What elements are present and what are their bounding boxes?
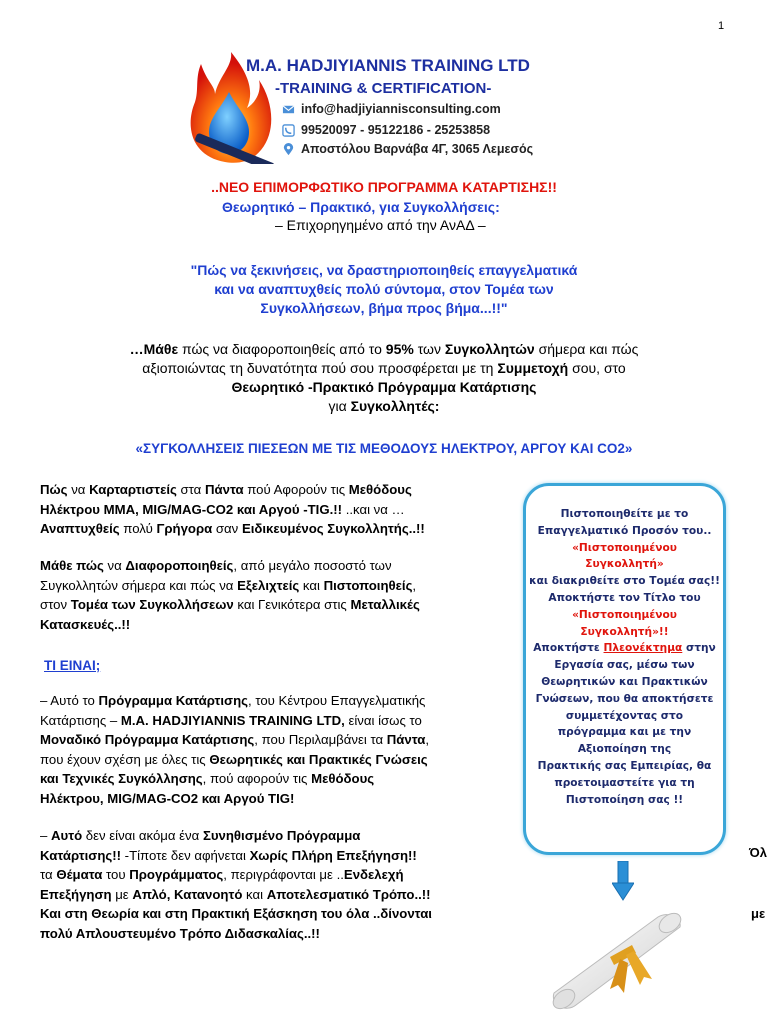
- intro-line-1: …Μάθε πώς να διαφοροποιηθείς από το 95% των Συγκολλητών σήμερα και πώς: [129, 341, 639, 357]
- location-pin-icon: [282, 143, 295, 156]
- quote-line-3: Συγκολλήσεων, βήμα προς βήμα...!!": [260, 300, 508, 316]
- down-arrow-icon: [612, 861, 634, 901]
- address-row: [282, 142, 533, 156]
- email-text: info@hadjiyiannisconsulting.com: [301, 102, 501, 116]
- company-tagline: -TRAINING & CERTIFICATION-: [275, 80, 492, 97]
- paragraph-what-is: – Αυτό το Πρόγραμμα Κατάρτισης, του Κέντρου Επαγγελματικής Κατάρτισης – M.A. HADJIYIANNIS TRAINING LTD, είναι ίσως το Μοναδικό Πρόγραμμα Κατάρτισης, που Περιλαμβάνει τα Πάντα, που έχουν σχέση με όλες τις Θεωρητικές και Πρακτικές Γνώσεις και Τεχνικές Συγκόλλησης, πού αφορούν τις Μεθόδους Ηλέκτρου, MIG/MAG-CO2 και Αργού TIG!: [40, 693, 430, 806]
- intro-line-2: αξιοποιώντας τη δυνατότητα πού σου προσφέρεται με τη Συμμετοχή σου, στο: [142, 360, 626, 376]
- course-title: «ΣΥΓΚΟΛΛΗΣΕΙΣ ΠΙΕΣΕΩΝ ΜΕ ΤΙΣ ΜΕΘΟΔΟΥΣ ΗΛΕΚΤΡΟΥ, ΑΡΓΟΥ ΚΑΙ CO2»: [135, 441, 633, 456]
- callout-text: Πιστοποιηθείτε με το Επαγγελματικό Προσόν του.. «Πιστοποιημένου Συγκολλητή» και διακριθείτε στο Τομέα σας!! Αποκτήστε τον Τίτλο του «Πιστοποιημένου Συγκολλητή»!! Αποκτήστε Πλεονέκτημα στην Εργασία σας, μέσω των Θεωρητικών και Πρακτικών Γνώσεων, που θα αποκτήσετε συμμετέχοντας στο πρόγραμμα και με την Αξιοποίηση της Πρακτικής σας Εμπειρίας, θα προετοιμαστείτε για τη Πιστοποίηση σας !!: [529, 508, 720, 806]
- quote-line-1: "Πώς να ξεκινήσεις, να δραστηριοποιηθείς επαγγελματικά: [190, 262, 578, 278]
- paragraph-how: Πώς να Καρταρτιστείς στα Πάντα πού Αφορούν τις Μεθόδους Ηλέκτρου MMA, MIG/MAG-CO2 και Αργού -TIG.!! ..και να … Αναπτυχθείς πολύ Γρήγορα σαν Ειδικευμένος Συγκολλητής..!!: [40, 482, 425, 536]
- envelope-icon: [282, 103, 295, 116]
- cut-off-text-right-2: με: [751, 906, 766, 921]
- funding-note: – Επιχορηγημένο από την ΑνΑΔ –: [275, 217, 486, 233]
- program-heading: ..ΝΕΟ ΕΠΙΜΟΡΦΩΤΙΚΟ ΠΡΟΓΡΑΜΜΑ ΚΑΤΑΡΤΙΣΗΣ!!: [211, 179, 557, 195]
- intro-line-3: Θεωρητικό -Πρακτικό Πρόγραμμα Κατάρτισης: [231, 379, 537, 395]
- program-subheading: Θεωρητικό – Πρακτικό, για Συγκολλήσεις:: [222, 199, 500, 215]
- page-number: 1: [718, 20, 725, 32]
- cut-off-text-right-1: Όλ: [749, 845, 767, 860]
- what-is-it-link[interactable]: ΤΙ ΕΙΝΑΙ;: [44, 658, 101, 673]
- paragraph-learn: Μάθε πώς να Διαφοροποιηθείς, από μεγάλο ποσοστό των Συγκολλητών σήμερα και πώς να Εξελιχτείς και Πιστοποιηθείς, στον Τομέα των Συγκολλήσεων και Γενικότερα στις Μεταλλικές Κατασκευές..!!: [40, 558, 420, 632]
- quote-line-2: και να αναπτυχθείς πολύ σύντομα, στον Τομέα των: [214, 281, 554, 297]
- company-name: M.A. HADJIYIANNIS TRAINING LTD: [246, 56, 530, 75]
- intro-line-4: για Συγκολλητές:: [328, 398, 440, 414]
- phone-text: 99520097 - 95122186 - 25253858: [301, 123, 491, 137]
- phone-row: [282, 123, 490, 137]
- paragraph-not-usual: – Αυτό δεν είναι ακόμα ένα Συνηθισμένο Πρόγραμμα Κατάρτισης!! -Τίποτε δεν αφήνεται Χωρίς Πλήρη Επεξήγηση!! τα Θέματα του Προγράμματος, περιγράφονται με ..Ενδελεχή Επεξήγηση με Απλό, Κατανοητό και Αποτελεσματικό Τρόπο..!! Και στη Θεωρία και στη Πρακτική Εξάσκηση του όλα ..δίνονται πολύ Απλουστευμένο Τρόπο Διδασκαλίας..!!: [40, 828, 432, 941]
- address-text: Αποστόλου Βαρνάβα 4Γ, 3065 Λεμεσός: [301, 142, 534, 156]
- diploma-scroll-icon: [540, 905, 700, 1017]
- email-row: [282, 102, 501, 116]
- phone-icon: [282, 124, 295, 137]
